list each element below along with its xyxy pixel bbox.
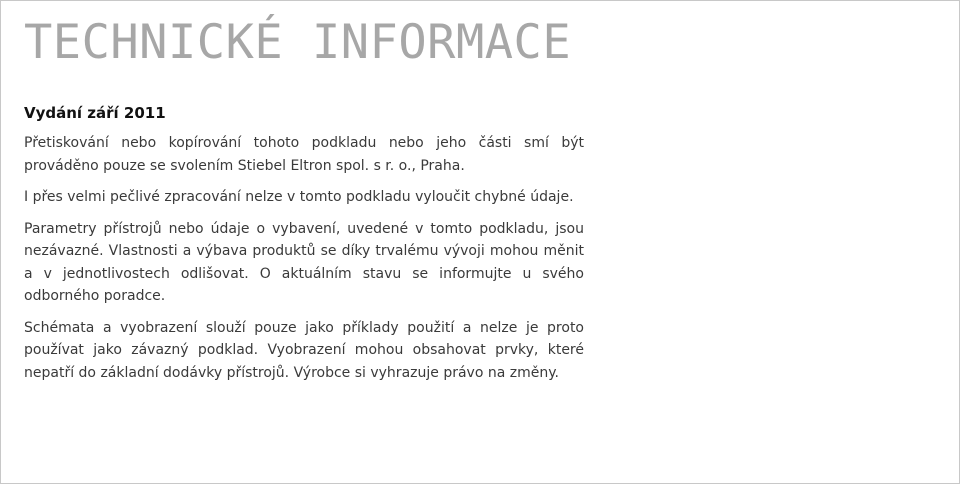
edition-label: Vydání září 2011 (24, 104, 166, 122)
page-title: TECHNICKÉ INFORMACE (24, 15, 572, 70)
illustrations-paragraph: Schémata a vyobrazení slouží pouze jako příklady použití a nelze je proto používat jako závazný podklad. Vyobrazení mohou obsahovat prvky, které nepatří do základní dodávky přístrojů. Výrobce si vyhrazuje právo na změny. (24, 319, 584, 381)
parameters-paragraph: Parametry přístrojů nebo údaje o vybavení, uvedené v tomto podkladu, jsou nezávazné. Vlastnosti a výbava produktů se díky trvalému vývoji mohou měnit a v jednotlivostech odlišovat. O aktuálním stavu se informujte u svého odborného poradce. (24, 220, 584, 304)
accuracy-paragraph: I přes velmi pečlivé zpracování nelze v tomto podkladu vyloučit chybné údaje. (24, 189, 574, 205)
document-body (24, 102, 584, 393)
copyright-paragraph: Přetiskování nebo kopírování tohoto podkladu nebo jeho části smí být prováděno pouze se svolením Stiebel Eltron spol. s r. o., Praha. (24, 135, 584, 174)
